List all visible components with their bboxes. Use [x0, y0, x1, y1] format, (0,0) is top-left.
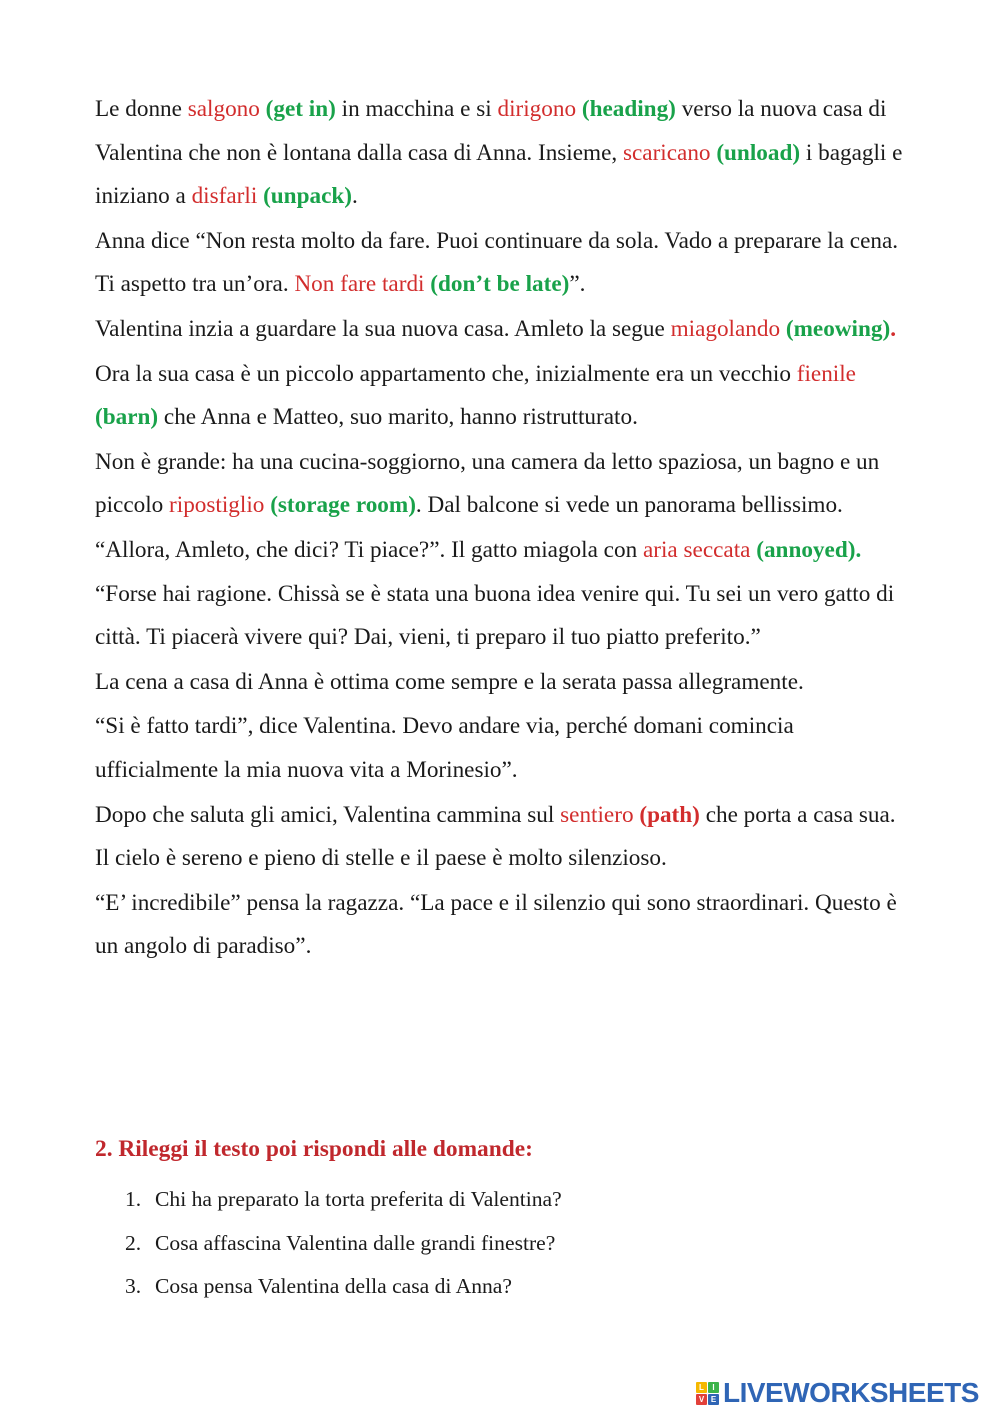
- question-text: Cosa affascina Valentina dalle grandi finestre?: [155, 1230, 556, 1255]
- text-segment: (path): [639, 801, 700, 828]
- vocabulary-word: fienile: [796, 360, 856, 387]
- vocabulary-word: sentiero: [560, 801, 634, 828]
- story-paragraph: [95, 705, 905, 792]
- text-segment: che Anna e Matteo, suo marito, hanno ristrutturato.: [158, 404, 638, 431]
- text-segment: Valentina inzia a guardare la sua nuova casa. Amleto la segue: [95, 315, 671, 342]
- translation-gloss: (barn): [95, 404, 159, 431]
- story-paragraph: [95, 661, 905, 705]
- text-segment: Ora la sua casa è un piccolo appartamento che, inizialmente era un vecchio: [95, 360, 797, 387]
- text-segment: “E’ incredibile” pensa la ragazza. “La pace e il silenzio qui sono straordinari. Questo è un angolo di paradiso”.: [95, 889, 897, 960]
- translation-gloss: (unload): [716, 139, 801, 166]
- question-number: 3.: [125, 1274, 142, 1298]
- vocabulary-word: disfarli: [191, 183, 258, 210]
- logo-tile: E: [708, 1394, 719, 1405]
- logo-tile: I: [708, 1382, 719, 1393]
- vocabulary-word: miagolando: [670, 315, 781, 342]
- text-segment: .: [890, 315, 896, 342]
- logo-tile: L: [696, 1382, 707, 1393]
- text-segment: “Forse hai ragione. Chissà se è stata una buona idea venire qui. Tu sei un vero gatto di città. Ti piacerà vivere qui? Dai, vieni, ti preparo il tuo piatto preferito.”: [95, 580, 895, 651]
- logo-tile: V: [696, 1394, 707, 1405]
- text-segment: La cena a casa di Anna è ottima come sempre e la serata passa allegramente.: [95, 668, 804, 695]
- text-segment: Le donne: [95, 96, 188, 122]
- text-segment: .: [351, 183, 358, 210]
- story-paragraph: [95, 882, 905, 969]
- text-segment: verso la nuova casa di Valentina che non è lontana dalla casa di Anna. Insieme,: [95, 96, 887, 166]
- translation-gloss: (don’t be late): [430, 271, 570, 298]
- translation-gloss: (meowing): [785, 315, 891, 342]
- vocabulary-word: Non fare tardi: [294, 271, 425, 298]
- text-segment: “Si è fatto tardi”, dice Valentina. Devo andare via, perché domani comincia ufficialmente la mia nuova vita a Morinesio”.: [95, 713, 794, 783]
- question-text: Cosa pensa Valentina della casa di Anna?: [155, 1274, 512, 1298]
- text-segment: “Allora, Amleto, che dici? Ti piace?”. Il gatto miagola con: [95, 536, 643, 563]
- translation-gloss: (annoyed).: [756, 536, 862, 563]
- question-item: [125, 1265, 562, 1309]
- translation-gloss: (storage room): [270, 492, 416, 519]
- question-text: Chi ha preparato la torta preferita di Valentina?: [155, 1187, 562, 1211]
- vocabulary-word: scaricano: [622, 139, 711, 166]
- story-paragraph: [95, 441, 905, 528]
- story-paragraph: [95, 220, 905, 307]
- vocabulary-word: ripostiglio: [169, 492, 265, 519]
- question-item: [125, 1178, 562, 1222]
- brand-name: LIVEWORKSHEETS: [723, 1377, 979, 1408]
- question-number: 1.: [125, 1187, 142, 1211]
- text-segment: i bagagli e iniziano a: [95, 139, 903, 210]
- question-list: [125, 1178, 562, 1309]
- text-segment: ”.: [569, 271, 586, 298]
- liveworksheets-brand[interactable]: [696, 1376, 979, 1410]
- text-segment: . Dal balcone si vede un panorama bellissimo.: [415, 492, 843, 519]
- story-text: [95, 88, 905, 969]
- story-paragraph: [95, 794, 905, 881]
- vocabulary-word: aria seccata: [642, 536, 751, 563]
- translation-gloss: (get in): [265, 96, 336, 122]
- translation-gloss: (heading): [581, 96, 676, 122]
- vocabulary-word: salgono: [187, 96, 260, 122]
- text-segment: Non è grande: ha una cucina-soggiorno, una camera da letto spaziosa, un bagno e un piccolo: [95, 448, 880, 519]
- text-segment: che porta a casa sua. Il cielo è sereno e pieno di stelle e il paese è molto silenzioso.: [95, 801, 896, 872]
- exercise-title: 2. Rileggi il testo poi rispondi alle domande:: [95, 1136, 533, 1162]
- vocabulary-word: dirigono: [497, 96, 577, 122]
- text-segment: in macchina e si: [335, 96, 498, 122]
- story-paragraph: [95, 308, 905, 352]
- question-item: [125, 1222, 562, 1266]
- story-paragraph: [95, 88, 905, 219]
- story-paragraph: [95, 353, 905, 440]
- text-segment: Anna dice “Non resta molto da fare. Puoi continuare da sola. Vado a preparare la cena. Ti aspetto tra un’ora.: [95, 227, 899, 298]
- text-segment: Dopo che saluta gli amici, Valentina cammina sul: [95, 801, 561, 828]
- liveworksheets-logo-icon: [696, 1382, 719, 1405]
- translation-gloss: (unpack): [263, 183, 352, 210]
- question-number: 2.: [125, 1230, 142, 1255]
- story-paragraph: [95, 529, 905, 660]
